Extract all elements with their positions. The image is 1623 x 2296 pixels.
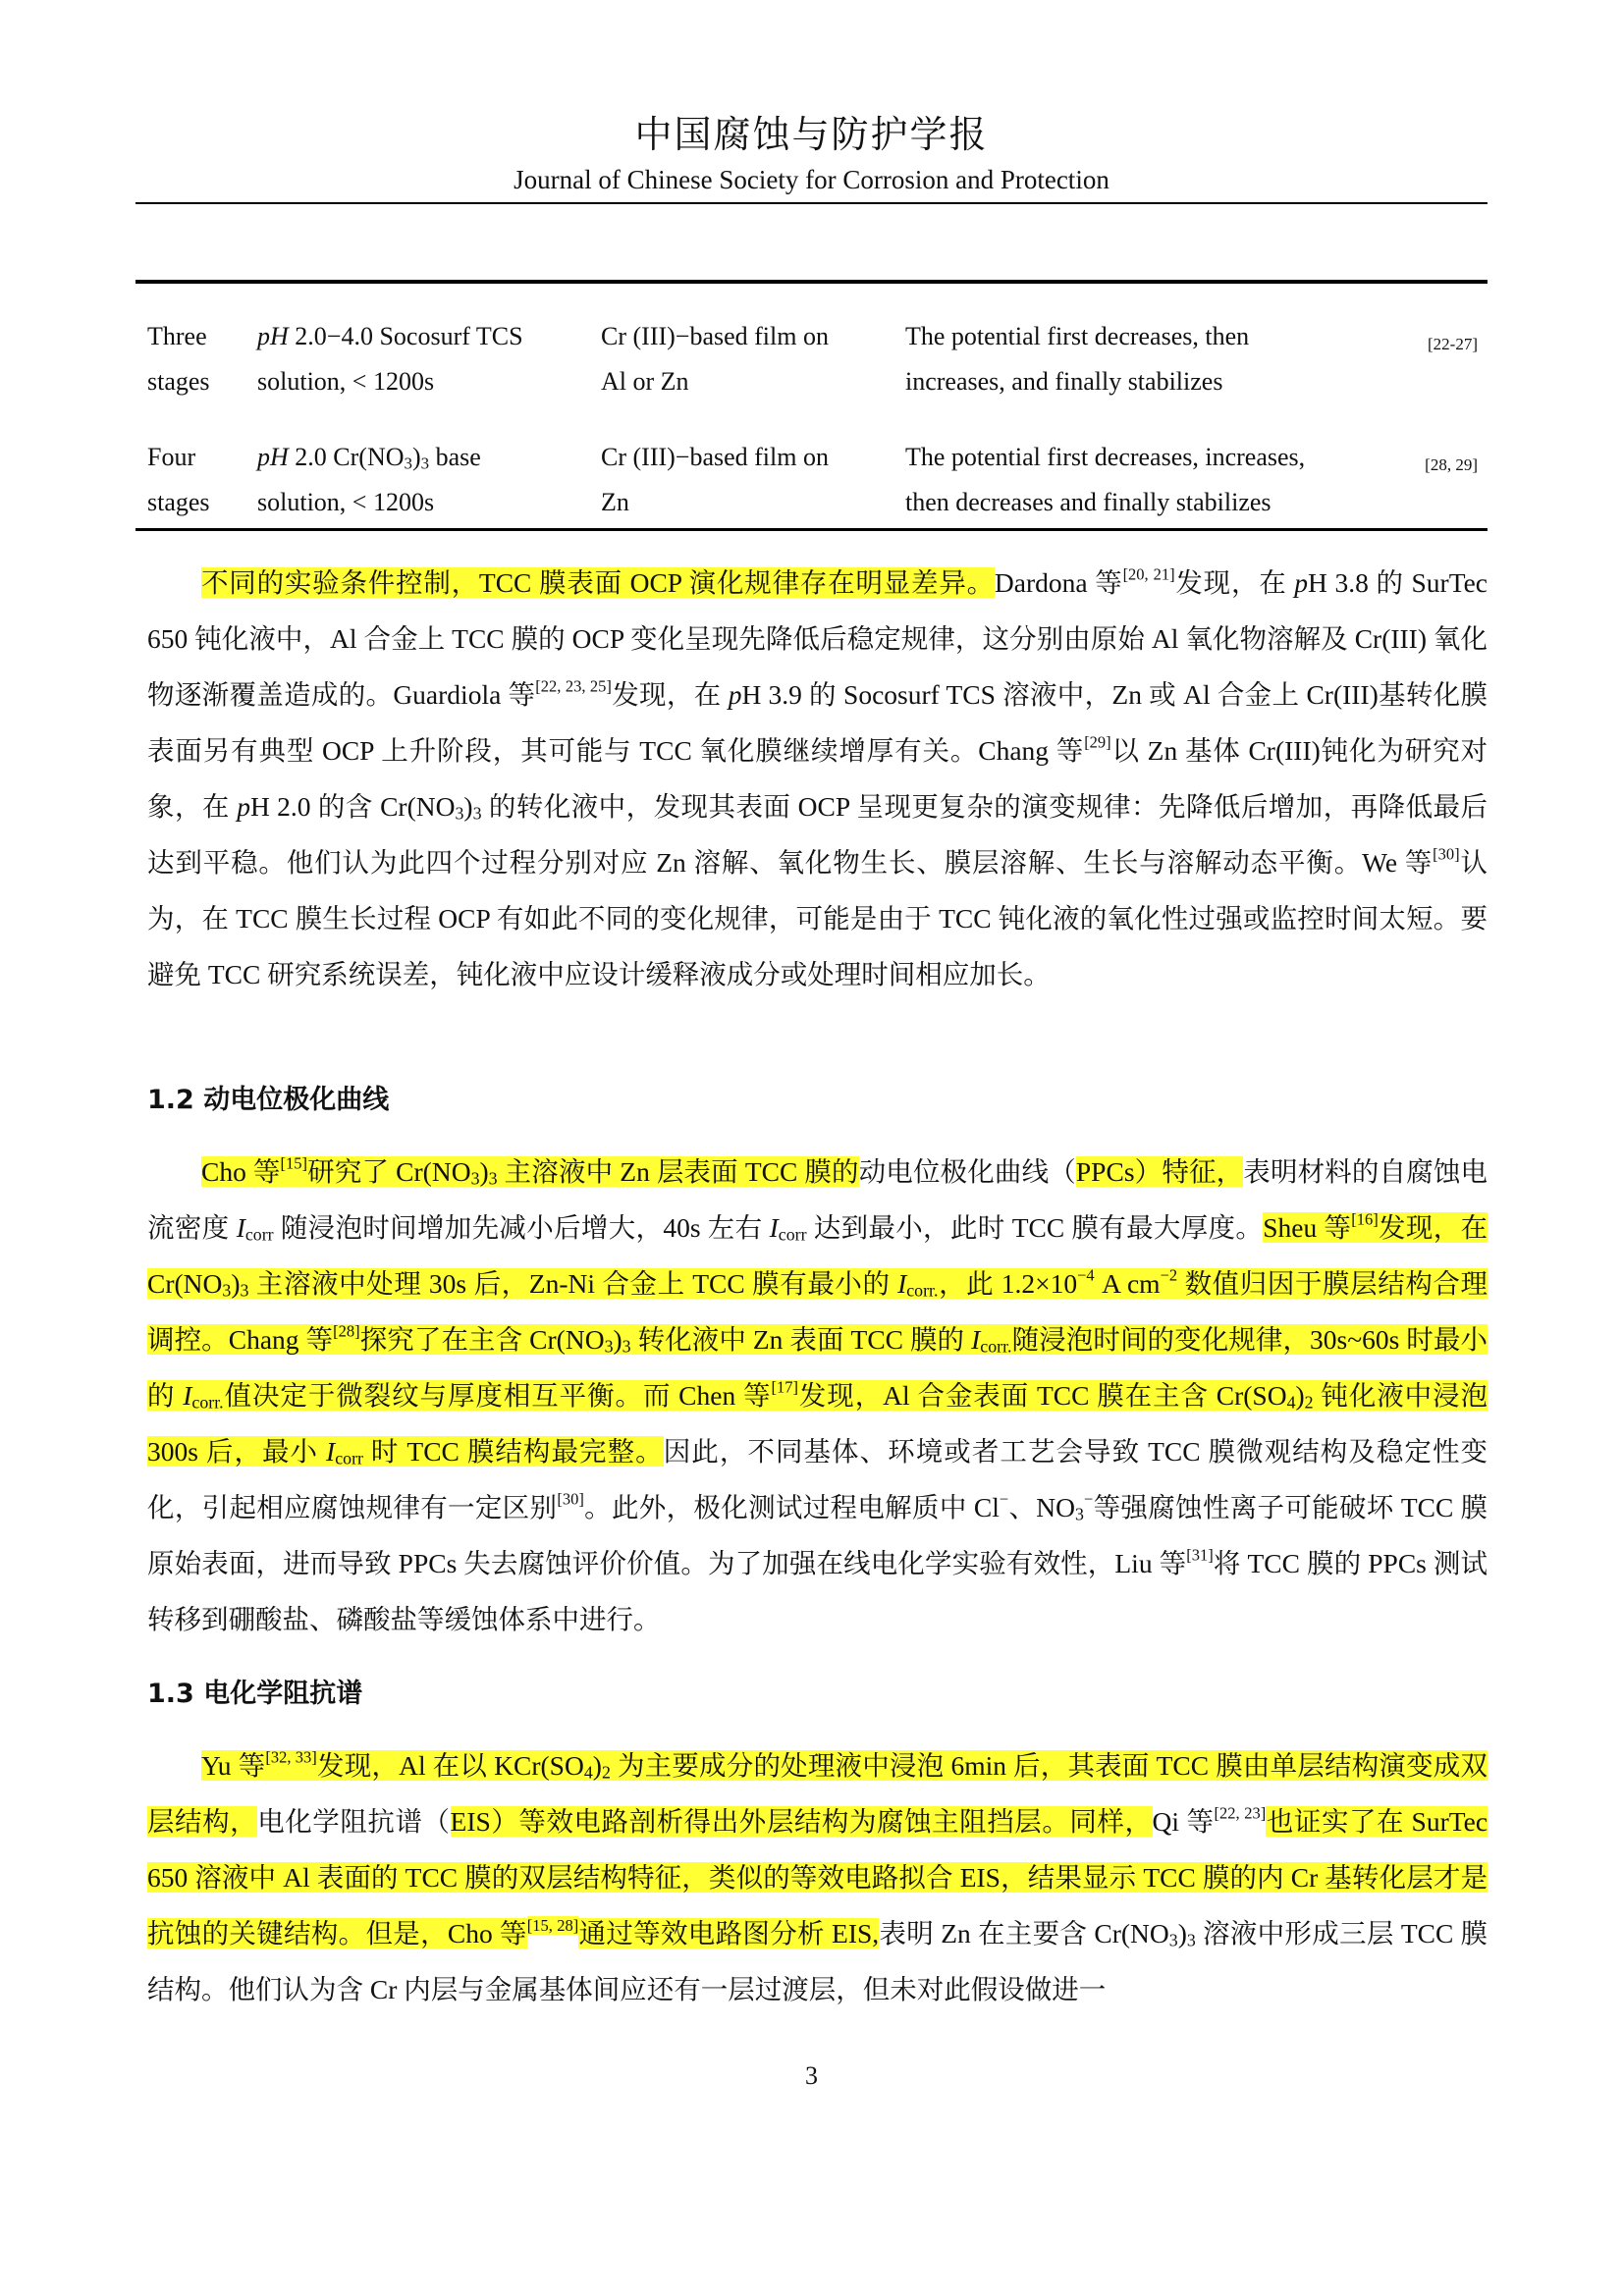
highlight: A cm xyxy=(1094,1268,1161,1299)
icorr-symbol: I xyxy=(326,1436,336,1467)
subscript: corr. xyxy=(906,1280,939,1301)
subscript: 4 xyxy=(1286,1392,1296,1413)
highlight: 研究了 Cr(NO xyxy=(307,1156,471,1187)
text-run: ) xyxy=(1177,1918,1187,1949)
highlight: 主溶液中处理 30s 后，Zn-Ni 合金上 TCC 膜有最小的 xyxy=(248,1268,898,1299)
film-cell: Cr (III)−based film on xyxy=(601,322,829,350)
header-divider xyxy=(135,202,1488,204)
subscript: 3 xyxy=(240,1280,249,1301)
subscript: 2 xyxy=(1304,1392,1314,1413)
page-number: 3 xyxy=(805,2061,818,2090)
ph-italic: pH xyxy=(257,443,289,471)
citation: [15] xyxy=(280,1153,308,1173)
superscript: − xyxy=(999,1489,1009,1509)
journal-header xyxy=(135,110,1488,196)
subscript: 2 xyxy=(601,1762,611,1783)
condition-cell: 2.0−4.0 Socosurf TCS xyxy=(288,322,523,350)
reference-cell: [22-27] xyxy=(1428,335,1478,353)
icorr-symbol: I xyxy=(769,1212,779,1243)
table-row xyxy=(135,314,1488,404)
table-top-rule xyxy=(135,280,1488,284)
highlight: 通过等效电路图分析 EIS, xyxy=(578,1918,880,1949)
trend-cell: increases, and finally stabilizes xyxy=(905,367,1223,396)
text-run: 表明 Zn 在主要含 Cr(NO xyxy=(879,1918,1169,1949)
highlight: 随浸泡时间的变化规律，30s~60s 时最小的 xyxy=(147,1324,1488,1411)
highlight: 主溶液中 Zn 层表面 TCC 膜的 xyxy=(497,1156,859,1187)
highlight: Yu 等 xyxy=(201,1750,266,1781)
text-run: 。此外，极化测试过程电解质中 Cl xyxy=(583,1492,1000,1522)
subscript: 3 xyxy=(470,1168,480,1189)
text-run: 认为，在 TCC 膜生长过程 OCP 有如此不同的变化规律，可能是由于 TCC 钝化液的氧化性过强或监控时间太短。要避免 TCC 研究系统误差，钝化液中应设计缓释液成分或处理时间相应加长。 xyxy=(147,847,1488,989)
condition-cell: base xyxy=(429,443,481,471)
film-cell: Cr (III)−based film on xyxy=(601,443,829,471)
subscript: 3 xyxy=(1186,1930,1196,1950)
highlight: 钝化液中浸泡 300s 后，最小 xyxy=(147,1380,1488,1467)
text-run: Dardona 等 xyxy=(994,567,1123,598)
citation: [30] xyxy=(1433,844,1460,864)
paragraph-eis xyxy=(147,1737,1488,2017)
text-run: 动电位极化曲线（ xyxy=(858,1156,1076,1187)
film-cell: Zn xyxy=(601,488,629,516)
text-run: 的转化液中，发现其表面 OCP 呈现更复杂的演变规律：先降低后增加，再降低最后达到平稳。他们认为此四个过程分别对应 Zn 溶解、氧化物生长、膜层溶解、生长与溶解动态平衡。We 等 xyxy=(147,791,1488,878)
icorr-symbol: I xyxy=(183,1380,192,1411)
text-run: H 2.0 的含 Cr(NO xyxy=(249,791,456,822)
text-run: 将 TCC 膜的 PPCs 测试转移到硼酸盐、磷酸盐等缓蚀体系中进行。 xyxy=(147,1548,1488,1634)
subscript: corr xyxy=(778,1224,807,1245)
icorr-symbol: I xyxy=(897,1268,907,1299)
condition-cell: ) xyxy=(411,443,421,471)
superscript: −4 xyxy=(1077,1265,1095,1285)
paragraph-ocp xyxy=(147,555,1488,1002)
highlight: 转化液中 Zn 表面 TCC 膜的 xyxy=(630,1324,972,1355)
subscript: 3 xyxy=(1168,1930,1178,1950)
trend-cell: The potential first decreases, increases, xyxy=(905,443,1306,471)
subscript: corr xyxy=(335,1448,363,1468)
ph-italic: p xyxy=(237,791,250,822)
ph-italic: p xyxy=(1294,567,1308,598)
journal-title-cn: 中国腐蚀与防护学报 xyxy=(634,113,989,156)
text-run: 等强腐蚀性离子可能破坏 TCC 膜原始表面，进而导致 PPCs 失去腐蚀评价价值。为了加强在线电化学实验有效性，Liu 等 xyxy=(147,1492,1488,1578)
text-run: 、NO xyxy=(1008,1492,1076,1522)
subscript: 3 xyxy=(1075,1504,1084,1524)
highlight: Cho 等 xyxy=(201,1156,281,1187)
highlight: 数值归因于膜层结构合理调控。Chang 等 xyxy=(147,1268,1488,1355)
citation: [15, 28] xyxy=(526,1915,579,1935)
citation: [30] xyxy=(557,1489,584,1509)
text-run: H 3.9 的 Socosurf TCS 溶液中，Zn 或 Al 合金上 Cr(III)基转化膜表面另有典型 OCP 上升阶段，其可能与 TCC 氧化膜继续增厚有关。Chang 等 xyxy=(147,679,1488,766)
highlight: PPCs）特征， xyxy=(1075,1156,1244,1187)
text-run: 电化学阻抗谱（ xyxy=(257,1806,451,1837)
citation: [16] xyxy=(1351,1209,1379,1229)
text-run: ) xyxy=(463,791,473,822)
text-run: 以 Zn 基体 Cr(III)钝化为研究对象，在 xyxy=(147,735,1488,822)
table-row xyxy=(135,435,1488,525)
citation: [28] xyxy=(333,1321,360,1341)
highlight: 发现，Al 合金表面 TCC 膜在主含 Cr(SO xyxy=(797,1380,1287,1411)
highlight: 也证实了在 SurTec 650 溶液中 Al 表面的 TCC 膜的双层结构特征，类似的等效电路拟合 EIS，结果显示 TCC 膜的内 Cr 基转化层才是抗蚀的关键结构。但是，Cho 等 xyxy=(147,1806,1488,1949)
trend-cell: The potential first decreases, then xyxy=(905,322,1250,350)
citation: [22, 23] xyxy=(1214,1803,1267,1823)
icorr-symbol: I xyxy=(971,1324,981,1355)
citation: [31] xyxy=(1186,1545,1214,1565)
text-run: 因此，不同基体、环境或者工艺会导致 TCC 膜微观结构及稳定性变化，引起相应腐蚀规律有一定区别 xyxy=(147,1436,1488,1522)
journal-title-en: Journal of Chinese Society for Corrosion and Protection xyxy=(514,165,1109,194)
text-run: 表明材料的自腐蚀电流密度 xyxy=(147,1156,1488,1243)
highlight: EIS）等效电路剖析得出外层结构为腐蚀主阻挡层。同样， xyxy=(450,1806,1153,1837)
highlight: ) xyxy=(592,1750,602,1781)
text-run: 发现，在 xyxy=(611,679,729,710)
subscript: 3 xyxy=(604,1336,614,1357)
highlight: 值决定于微裂纹与厚度相互平衡。而 Chen 等 xyxy=(223,1380,772,1411)
subscript: 3 xyxy=(622,1336,631,1357)
paragraph-ppcs xyxy=(147,1144,1488,1647)
subscript: 3 xyxy=(488,1168,498,1189)
highlight: Sheu 等 xyxy=(1263,1212,1352,1243)
table-bottom-rule xyxy=(135,528,1488,531)
citation: [29] xyxy=(1084,732,1111,752)
highlight: ) xyxy=(1295,1380,1305,1411)
highlight: 探究了在主含 Cr(NO xyxy=(359,1324,605,1355)
icorr-symbol: I xyxy=(236,1212,245,1243)
stage-cell: stages xyxy=(147,367,210,396)
highlight: ) xyxy=(613,1324,622,1355)
highlight: 为主要成分的处理液中浸泡 6min 后，其表面 TCC 膜由单层结构演变成双层结构， xyxy=(147,1750,1488,1837)
superscript: −2 xyxy=(1160,1265,1178,1285)
text-run: 发现，在 xyxy=(1174,567,1295,598)
subscript: 3 xyxy=(404,454,412,473)
stage-cell: Four xyxy=(147,443,196,471)
citation: [17] xyxy=(771,1377,798,1397)
text-run: H 3.8 的 SurTec 650 钝化液中，Al 合金上 TCC 膜的 OCP 变化呈现先降低后稳定规律，这分别由原始 Al 氧化物溶解及 Cr(III) 氧化物逐渐覆盖造成的。Guardiola 等 xyxy=(147,567,1488,710)
condition-cell: 2.0 Cr(NO xyxy=(288,443,405,471)
citation: [22, 23, 25] xyxy=(535,676,612,696)
text-run: 随浸泡时间增加先减小后增大，40s 左右 xyxy=(273,1212,770,1243)
reference-cell: [28, 29] xyxy=(1425,455,1478,474)
citation: [20, 21] xyxy=(1122,564,1175,584)
subscript: 3 xyxy=(420,454,430,473)
subscript: corr xyxy=(244,1224,274,1245)
subscript: corr. xyxy=(980,1336,1012,1357)
highlight: ) xyxy=(479,1156,489,1187)
citation: [32, 33] xyxy=(265,1747,317,1767)
highlight: 时 TCC 膜结构最完整。 xyxy=(362,1436,664,1467)
stage-cell: stages xyxy=(147,488,210,516)
superscript: − xyxy=(1083,1489,1094,1509)
film-cell: Al or Zn xyxy=(601,367,689,396)
section-heading-1-2: 1.2 动电位极化曲线 xyxy=(147,1085,390,1115)
subscript: 3 xyxy=(472,803,482,824)
highlight: 发现，Al 在以 KCr(SO xyxy=(316,1750,584,1781)
trend-cell: then decreases and finally stabilizes xyxy=(905,488,1271,516)
text-run: 达到最小，此时 TCC 膜有最大厚度。 xyxy=(806,1212,1264,1243)
text-run: Qi 等 xyxy=(1152,1806,1215,1837)
subscript: 4 xyxy=(583,1762,593,1783)
subscript: 3 xyxy=(455,803,464,824)
subscript: 3 xyxy=(222,1280,232,1301)
highlight: 发现，在 Cr(NO xyxy=(147,1212,1488,1299)
text-run: 溶液中形成三层 TCC 膜结构。他们认为含 Cr 内层与金属基体间应还有一层过渡层，但未对此假设做进一 xyxy=(147,1918,1488,2004)
highlight: 不同的实验条件控制，TCC 膜表面 OCP 演化规律存在明显差异。 xyxy=(201,567,995,598)
section-heading-1-3: 1.3 电化学阻抗谱 xyxy=(147,1679,363,1709)
subscript: corr. xyxy=(191,1392,224,1413)
condition-cell: solution, < 1200s xyxy=(257,367,435,396)
highlight: ) xyxy=(231,1268,241,1299)
ph-italic: pH xyxy=(257,322,289,350)
highlight: ，此 1.2×10 xyxy=(938,1268,1078,1299)
condition-cell: solution, < 1200s xyxy=(257,488,435,516)
ph-italic: p xyxy=(728,679,742,710)
stage-cell: Three xyxy=(147,322,207,350)
